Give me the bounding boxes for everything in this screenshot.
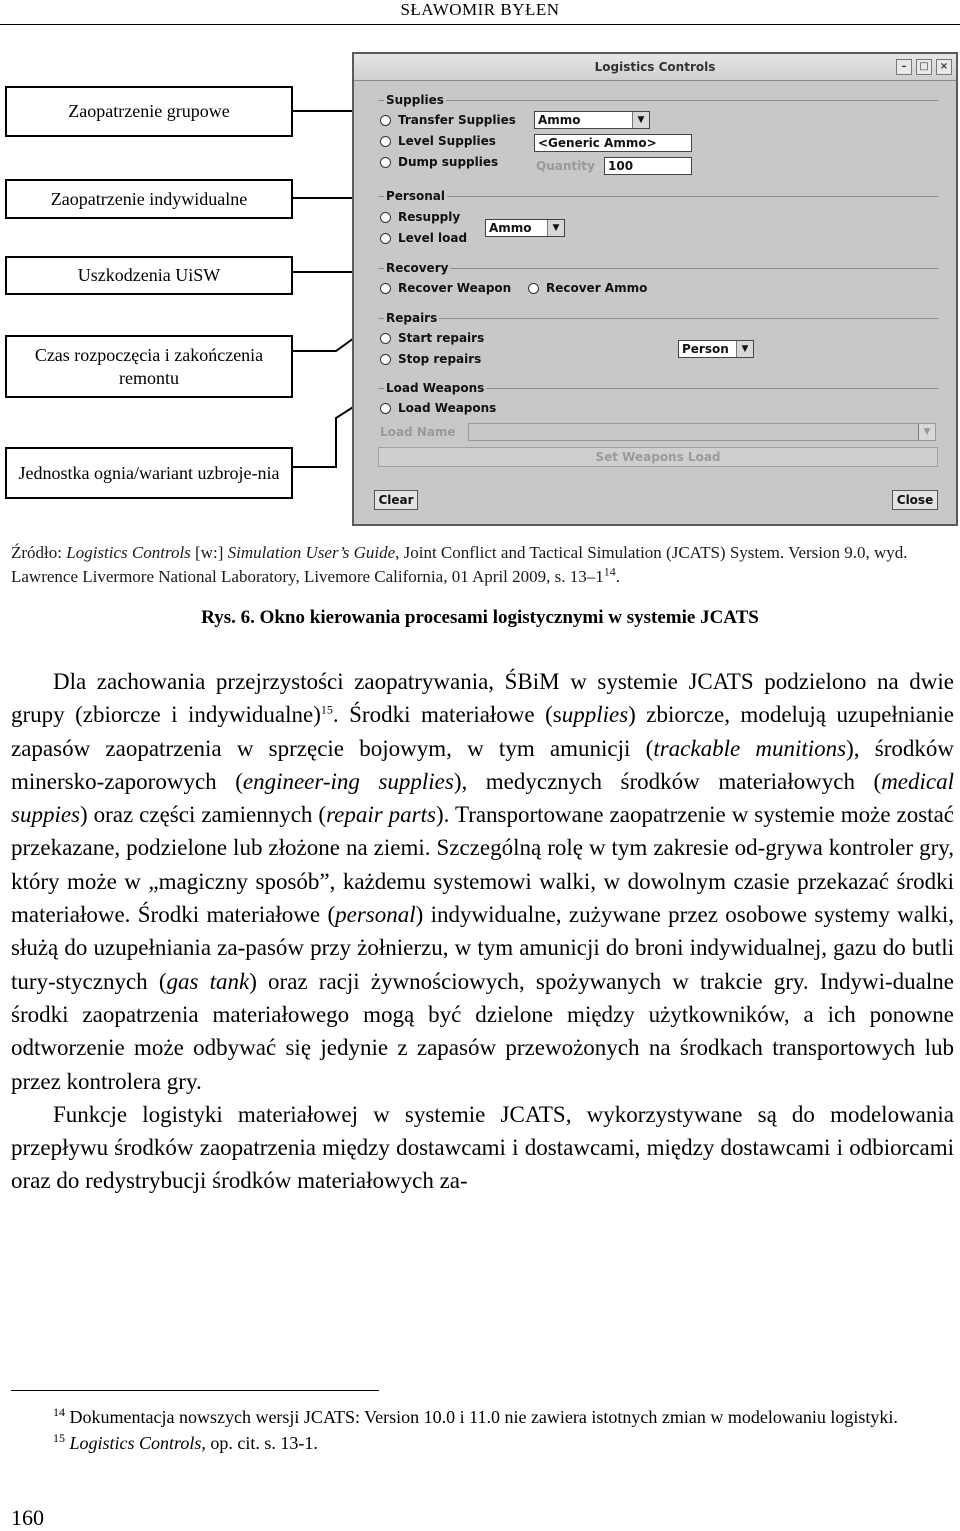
recovery-title: Recovery	[386, 261, 449, 275]
radio-icon[interactable]	[380, 403, 391, 414]
level-load-option[interactable]: Level load	[380, 231, 467, 245]
page-number: 160	[11, 1505, 44, 1530]
supplies-group	[378, 93, 938, 191]
stop-repairs-option[interactable]: Stop repairs	[380, 352, 481, 366]
footnotes	[11, 1404, 954, 1456]
label-damage: Uszkodzenia UiSW	[5, 256, 293, 295]
figure-source: Źródło: Logistics Controls [w:] Simulation User’s Guide, Joint Conflict and Tactical Simulation (JCATS) System. Version 9.0, wyd. Lawrence Livermore National Laboratory, Livemore California, 01 April 2009, s. $13-1^{14}$.	[11, 543, 908, 586]
figure-caption: Rys. 6. Okno kierowania procesami logistycznymi w systemie JCATS	[201, 607, 759, 628]
label-group-supply: Zaopatrzenie grupowe	[5, 86, 293, 137]
repairs-group	[378, 311, 938, 381]
recover-ammo-option[interactable]: Recover Ammo	[528, 281, 647, 295]
close-button[interactable]: Close	[892, 490, 938, 510]
start-repairs-option[interactable]: Start repairs	[380, 331, 484, 345]
radio-icon[interactable]	[380, 212, 391, 223]
radio-icon[interactable]	[380, 333, 391, 344]
dropdown-arrow-icon[interactable]: ▼	[547, 220, 564, 236]
radio-icon[interactable]	[380, 115, 391, 126]
radio-icon[interactable]	[380, 283, 391, 294]
radio-icon[interactable]	[528, 283, 539, 294]
footnote-15: $^{15}$ Logistics Controls, op. cit. s. 13-1.	[53, 1431, 318, 1453]
personal-group	[378, 189, 938, 261]
supply-type-select[interactable]: Ammo ▼	[534, 111, 650, 129]
personal-type-select[interactable]: Ammo ▼	[485, 219, 565, 237]
recover-weapon-option[interactable]: Recover Weapon	[380, 281, 511, 295]
body-text	[11, 665, 954, 1198]
dump-supplies-option[interactable]: Dump supplies	[380, 155, 498, 169]
radio-icon[interactable]	[380, 354, 391, 365]
load-weapons-option[interactable]: Load Weapons	[380, 401, 496, 415]
set-weapons-load-button[interactable]: Set Weapons Load	[378, 447, 938, 467]
maximize-icon[interactable]: □	[916, 59, 932, 75]
quantity-label: Quantity	[536, 159, 595, 173]
dialog-titlebar	[354, 54, 956, 81]
label-repair-time: Czas rozpoczęcia i zakończenia remontu	[5, 335, 293, 398]
close-window-icon[interactable]: ×	[936, 59, 952, 75]
dropdown-arrow-icon[interactable]: ▼	[632, 112, 649, 128]
personal-title: Personal	[386, 189, 445, 203]
label-weapon-load: Jednostka ognia/wariant uzbroje-nia	[5, 447, 293, 499]
radio-icon[interactable]	[380, 157, 391, 168]
dialog-title: Logistics Controls	[594, 60, 716, 74]
dropdown-arrow-icon[interactable]: ▼	[736, 341, 753, 357]
radio-icon[interactable]	[380, 233, 391, 244]
paragraph-1: Dla zachowania przejrzystości zaopatrywania, ŚBiM w systemie JCATS podzielono na dwie grupy (zbiorcze i indywidualne)$^{15}$. Środki materiałowe (supplies) zbiorcze, modelują uzupełnianie zapasów zaopatrzenia w sprzęcie bojowym, w tym amunicji (trackable munitions), środków minersko-zaporowych (engineer-ing supplies), medycznych środków materiałowych (medical suppies) oraz części zamiennych (repair parts). Transportowane zaopatrzenie w systemie może zostać przekazane, podzielone lub złożone na ziemi. Szczególną rolę w tym zakresie od-grywa kontroler gry, który może w „magiczny sposób”, każdemu systemowi walki, w dowolnym czasie przekazać środki materiałowe. Środki materiałowe (personal) indywidualne, zużywane przez osobowe systemy walki, służą do uzupełniania za-pasów przy żołnierzu, w tym amunicji do broni indywidualnej, gazu do butli tury-stycznych (gas tank) oraz racji żywnościowych, spożywanych w trakcie gry. Indywi-dualne środki zaopatrzenia materiałowego mogą być dzielone między użytkowników, a ich ponowne odtworzenie może odbywać się jedynie z zapasów przewożonych na środkach transportowych lub przez kontrolera gry.	[11, 669, 955, 1094]
level-supplies-option[interactable]: Level Supplies	[380, 134, 496, 148]
transfer-supplies-option[interactable]: Transfer Supplies	[380, 113, 516, 127]
label-individual-supply: Zaopatrzenie indywidualne	[5, 179, 293, 219]
footnote-14: $^{14}$ Dokumentacja nowszych wersji JCATS: Version 10.0 i 11.0 nie zawiera istotnych zmian w modelowaniu logistyki.	[53, 1405, 898, 1427]
repair-target-select[interactable]: Person ▼	[678, 340, 754, 358]
supplies-title: Supplies	[386, 93, 444, 107]
logistics-controls-dialog	[352, 52, 958, 526]
repairs-title: Repairs	[386, 311, 438, 325]
recovery-group	[378, 261, 938, 311]
paragraph-2: Funkcje logistyki materiałowej w systemie JCATS, wykorzystywane są do modelowania przepływu środków zaopatrzenia między dostawcami i dostawcami, między dostawcami i odbiorcami oraz do redystrybucji środków materiałowych za-	[11, 1101, 954, 1194]
radio-icon[interactable]	[380, 136, 391, 147]
load-name-label: Load Name	[380, 425, 456, 439]
load-name-select[interactable]	[468, 423, 936, 441]
load-weapons-title: Load Weapons	[386, 381, 485, 395]
minimize-icon[interactable]: –	[896, 59, 912, 75]
load-weapons-group	[378, 381, 938, 471]
dropdown-arrow-icon[interactable]: ▼	[918, 424, 935, 440]
running-header: SŁAWOMIR BYŁEN	[400, 0, 560, 19]
footnote-rule	[11, 1390, 379, 1391]
clear-button[interactable]: Clear	[374, 490, 418, 510]
quantity-input[interactable]: 100	[604, 157, 692, 175]
supply-item-select[interactable]: <Generic Ammo>	[534, 134, 692, 152]
resupply-option[interactable]: Resupply	[380, 210, 460, 224]
